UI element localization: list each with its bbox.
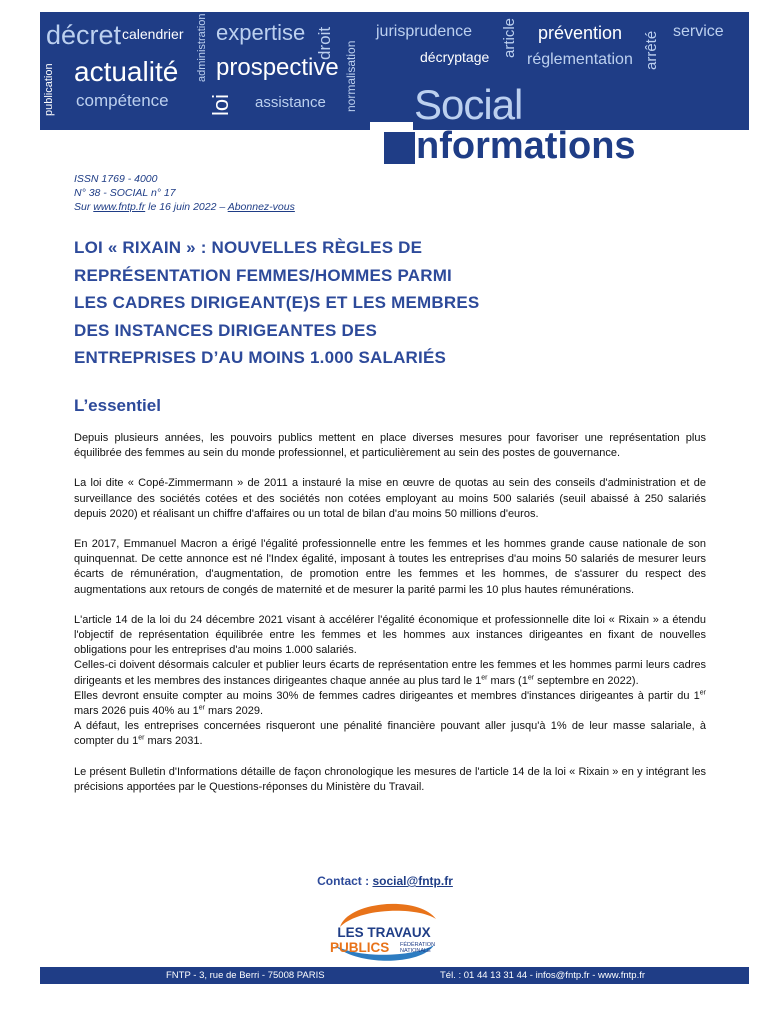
text-run: A défaut, les entreprises concernées risqueront une pénalité financière pouvant aller jusqu'à 1% de leur masse salariale, à compter du 1 — [74, 720, 706, 748]
contact-line — [0, 874, 770, 888]
publication-line — [74, 200, 295, 214]
banner-band-left — [40, 122, 370, 130]
superscript: er — [481, 673, 488, 681]
logo-line1: LES TRAVAUX — [337, 925, 431, 940]
banner-word-prevention: prévention — [538, 23, 623, 43]
paragraph: La loi dite « Copé-Zimmermann » de 2011 a instauré la mise en œuvre de quotas au sein des conseils d'administration et de surveillance des sociétés cotées et des sociétés non cotées employant au moins 500 salariés (seuil abaissé à 250 salariés depuis 2020) et réalisant un chiffre d'affaires ou un total de bilan d'au moins 50 millions d'euros. — [74, 477, 706, 520]
text-run: Celles-ci doivent désormais calculer et publier leurs écarts de représentation entre les femmes et les hommes parmi leurs cadres dirigeants et les membres des instances dirigeantes chaque année au plus tard le 1 — [74, 659, 706, 687]
site-link[interactable]: www.fntp.fr — [93, 201, 146, 213]
banner-word-droit: droit — [315, 26, 334, 60]
superscript: er — [527, 673, 535, 681]
sur-text: Sur — [74, 201, 94, 213]
subscribe-link[interactable]: Abonnez-vous — [227, 201, 295, 213]
footer-address: FNTP - 3, rue de Berri - 75008 PARIS — [166, 970, 325, 981]
logo-swoosh-icon — [340, 904, 436, 927]
issue-meta — [74, 172, 295, 214]
banner-word-decret: décret — [46, 20, 122, 50]
banner-word-loi: loi — [208, 93, 233, 116]
text-run: septembre en 2022). — [534, 674, 639, 687]
text-run: mars 2026 puis 40% au 1 — [74, 705, 199, 718]
banner-word-assistance: assistance — [255, 94, 326, 111]
fntp-logo — [318, 897, 450, 967]
paragraph — [74, 658, 706, 688]
section-heading-essentiel: L’essentiel — [74, 396, 161, 415]
essentiel-body — [74, 431, 706, 810]
superscript: er — [699, 689, 706, 697]
banner-word-actualite: actualité — [74, 56, 179, 87]
title-line: DES INSTANCES DIRIGEANTES DES — [74, 320, 378, 340]
banner-social-title: Social — [414, 81, 523, 128]
document-title — [74, 234, 714, 372]
contact-label: Contact : — [317, 874, 373, 888]
banner-word-competence: compétence — [76, 91, 169, 110]
text-run: Elles devront ensuite compter au moins 30% de femmes cadres dirigeantes et membres d'instances dirigeantes à partir du 1 — [74, 689, 700, 702]
title-line: LES CADRES DIRIGEANT(E)S ET LES MEMBRES — [74, 293, 480, 312]
text-run: mars 2029. — [204, 705, 264, 718]
banner-word-arrete: arrêté — [643, 30, 660, 70]
banner-word-normalisation: normalisation — [344, 40, 358, 112]
banner-informations-title: nformations — [416, 125, 636, 167]
logo-federation2: NATIONALE — [400, 948, 431, 954]
banner-word-calendrier: calendrier — [122, 26, 184, 42]
logo-federation1: FÉDÉRATION — [400, 942, 436, 948]
logo-line2: PUBLICS — [330, 940, 390, 955]
banner-word-publication: publication — [43, 63, 55, 116]
footer-contact: Tél. : 01 44 13 31 44 - infos@fntp.fr - www.fntp.fr — [440, 970, 646, 981]
text-run: mars (1 — [487, 674, 528, 687]
banner-word-service: service — [673, 23, 724, 40]
banner-word-administration: administration — [196, 13, 208, 82]
superscript: er — [198, 704, 205, 712]
paragraph — [74, 719, 706, 749]
header-banner — [40, 12, 749, 167]
contact-email-link[interactable]: social@fntp.fr — [372, 874, 453, 888]
paragraph: Depuis plusieurs années, les pouvoirs publics mettent en place diverses mesures pour favoriser une représentation plus équilibrée des femmes au sein du monde professionnel, et particulièrement au sein des postes de gouvernance. — [74, 432, 706, 460]
banner-informations-i — [384, 132, 415, 164]
footer-bar — [40, 967, 749, 984]
title-line: REPRÉSENTATION FEMMES/HOMMES PARMI — [74, 265, 452, 285]
date-text: le 16 juin 2022 – — [145, 201, 228, 213]
superscript: er — [138, 734, 145, 742]
paragraph — [74, 689, 706, 719]
banner-word-jurisprudence: jurisprudence — [376, 23, 473, 40]
issue-number: N° 38 - SOCIAL n° 17 — [74, 187, 176, 199]
title-line: LOI « RIXAIN » : NOUVELLES RÈGLES DE — [74, 238, 423, 257]
text-run: mars 2031. — [144, 735, 203, 748]
banner-word-expertise: expertise — [216, 20, 306, 45]
title-line: ENTREPRISES D’AU MOINS 1.000 SALARIÉS — [74, 348, 447, 367]
paragraph: En 2017, Emmanuel Macron a érigé l'égalité professionnelle entre les femmes et les hommes grande cause nationale de son quinquennat. De cette annonce est né l'Index égalité, imposant à toutes les entreprises d'au moins 50 salariés de mesurer leurs écarts de rémunération, d'augmentation, de promotion entre les femmes et les hommes, de s'assurer du respect des augmentations aux retours de congés de maternité et de mesurer la parité parmi les 10 plus hautes rémunérations. — [74, 538, 706, 596]
paragraph: L'article 14 de la loi du 24 décembre 2021 visant à accélérer l'égalité économique et professionnelle dite loi « Rixain » a étendu l'objectif de représentation équilibrée entre les femmes et les hommes aux instances dirigeantes en fixant de nouvelles obligations pour les entreprises d'au moins 1.000 salariés. — [74, 613, 706, 657]
banner-word-prospective: prospective — [216, 54, 339, 81]
banner-word-article: article — [501, 17, 518, 58]
banner-word-decryptage: décryptage — [420, 49, 490, 65]
paragraph: Le présent Bulletin d'Informations détaille de façon chronologique les mesures de l'article 14 de la loi « Rixain » en y intégrant les précisions apportées par le Questions-réponses du Ministère du Travail. — [74, 765, 706, 793]
banner-word-reglementation: réglementation — [527, 51, 633, 68]
issn: ISSN 1769 - 4000 — [74, 173, 158, 185]
